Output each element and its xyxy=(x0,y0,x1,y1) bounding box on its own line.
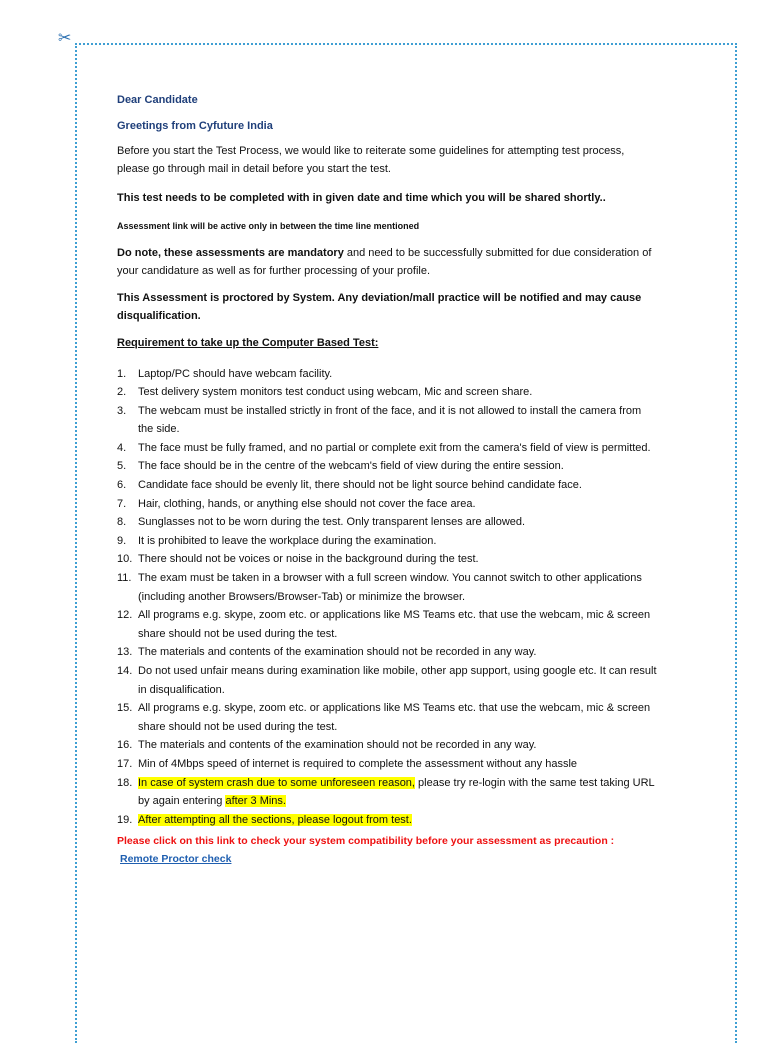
list-item: 18. In case of system crash due to some unforeseen reason, please try re-login with the same test taking URL by again entering after 3 Mins. xyxy=(117,776,655,808)
mandatory-bold: Do note, these assessments are mandatory xyxy=(117,247,344,259)
salutation: Dear Candidate xyxy=(117,94,198,106)
highlight-crash: In case of system crash due to some unforeseen reason, xyxy=(138,776,415,789)
list-item: 6. Candidate face should be evenly lit, there should not be light source behind candidate face. xyxy=(117,479,582,492)
remote-proctor-row xyxy=(117,851,657,869)
list-item: 12. All programs e.g. skype, zoom etc. or applications like MS Teams etc. that use the webcam, mic & screen share should not be used during the test. xyxy=(117,609,651,640)
list-item: 9. It is prohibited to leave the workplace during the examination. xyxy=(117,534,437,547)
scissors-icon: ✂ xyxy=(58,28,72,47)
highlight-logout: After attempting all the sections, please logout from test. xyxy=(138,813,412,826)
highlight-after-3-mins: after 3 Mins. xyxy=(225,795,286,808)
link-active-note: Assessment link will be active only in between the time line mentioned xyxy=(117,220,420,231)
greeting: Greetings from Cyfuture India xyxy=(117,119,273,132)
list-item: 15. All programs e.g. skype, zoom etc. or applications like MS Teams etc. that use the webcam, mic & screen share should not be used during the test. xyxy=(117,702,651,733)
mandatory-note xyxy=(117,245,657,280)
list-item: 13. The materials and contents of the examination should not be recorded in any way. xyxy=(117,646,537,659)
completion-note: This test needs to be completed with in given date and time which you will be shared shortly.. xyxy=(117,192,606,204)
list-item: 2. Test delivery system monitors test conduct using webcam, Mic and screen share. xyxy=(117,386,533,399)
mandatory-rest: and need to be successfully submitted for due consideration of your candidature as well as for further processing of your profile. xyxy=(117,247,652,277)
list-item: 17. Min of 4Mbps speed of internet is required to complete the assessment without any hassle xyxy=(117,757,578,770)
list-item: 14. Do not used unfair means during examination like mobile, other app support, using google etc. It can result in disqualification. xyxy=(117,665,657,696)
list-item: 1. Laptop/PC should have webcam facility. xyxy=(117,367,333,380)
list-item: 3. The webcam must be installed strictly in front of the face, and it is not allowed to install the camera from the side. xyxy=(117,404,642,436)
requirements-list xyxy=(117,365,657,830)
email-body xyxy=(117,92,657,868)
proctored-note: This Assessment is proctored by System. Any deviation/mall practice will be notified and may cause disqualification. xyxy=(117,292,642,322)
list-item: 11. The exam must be taken in a browser with a full screen window. You cannot switch to other applications (including another Browsers/Browser-Tab) or minimize the browser. xyxy=(117,572,642,603)
list-item: 19. After attempting all the sections, please logout from test. xyxy=(117,813,412,826)
requirements-heading: Requirement to take up the Computer Based Test: xyxy=(117,337,379,349)
list-item: 5. The face should be in the centre of the webcam's field of view during the entire session. xyxy=(117,460,564,473)
remote-proctor-link[interactable]: Remote Proctor check xyxy=(120,852,232,865)
list-item: 4. The face must be fully framed, and no partial or complete exit from the camera's field of view is permitted. xyxy=(117,441,651,454)
compatibility-note: Please click on this link to check your system compatibility before your assessment as precaution : xyxy=(117,835,615,848)
list-item: 10. There should not be voices or noise in the background during the test. xyxy=(117,553,479,566)
list-item: 8. Sunglasses not to be worn during the test. Only transparent lenses are allowed. xyxy=(117,516,526,529)
intro-paragraph: Before you start the Test Process, we would like to reiterate some guidelines for attempting test process, please go through mail in detail before you start the test. xyxy=(117,145,625,175)
list-item: 7. Hair, clothing, hands, or anything else should not cover the face area. xyxy=(117,497,476,510)
list-item: 16. The materials and contents of the examination should not be recorded in any way. xyxy=(117,739,537,752)
